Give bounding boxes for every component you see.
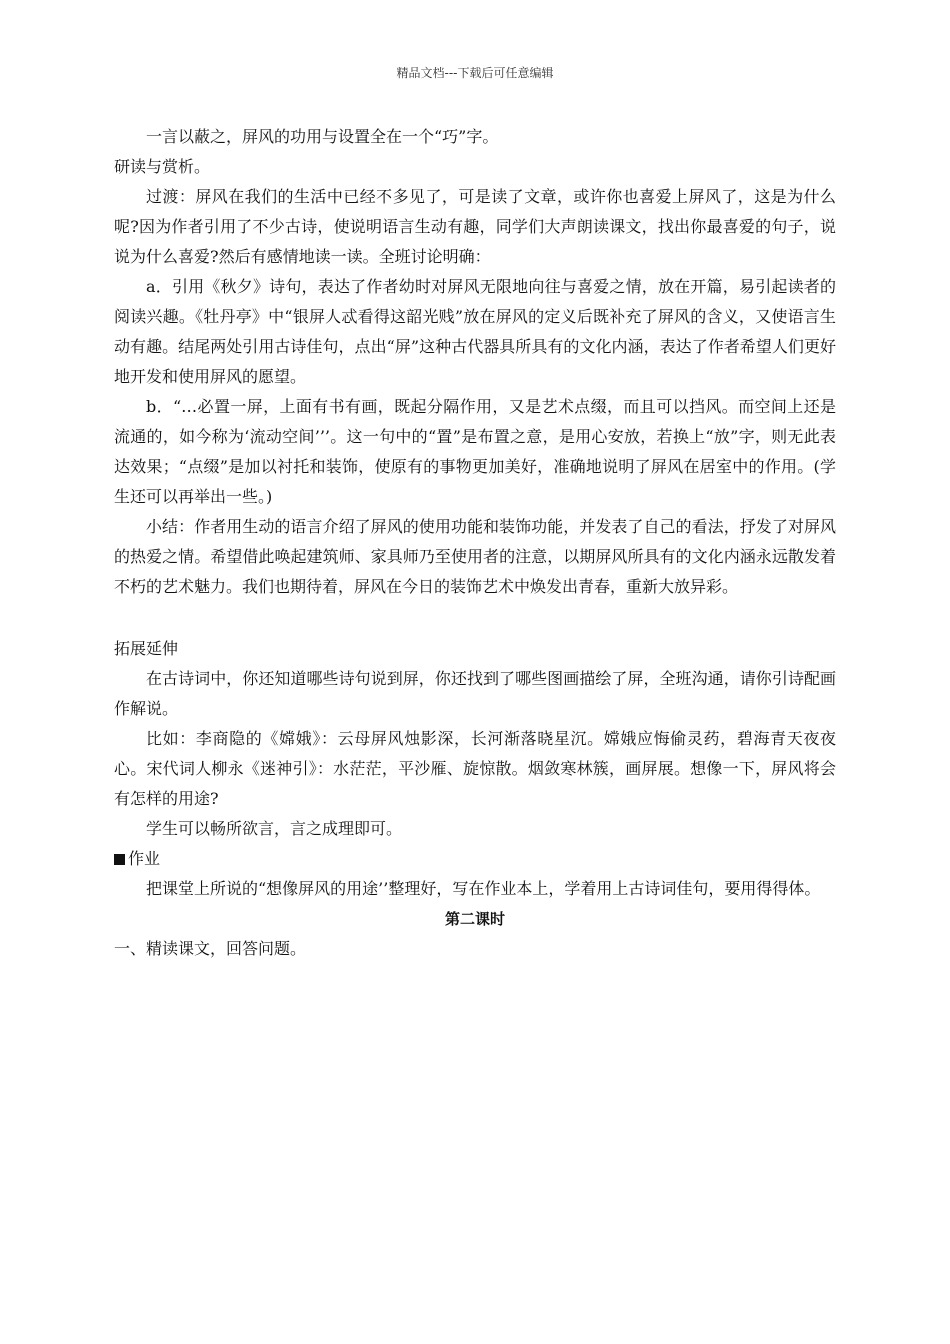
paragraph-conclusion: 小结：作者用生动的语言介绍了屏风的使用功能和装饰功能，并发表了自己的看法，抒发了对屏风的热爱之情。希望借此唤起建筑师、家具师乃至使用者的注意，以期屏风所具有的文化内涵永远散发着不朽的艺术魅力。我们也期待着，屏风在今日的装饰艺术中焕发出青春，重新大放异彩。 bbox=[114, 517, 836, 596]
paragraph-homework: 把课堂上所说的“想像屏风的用途’’整理好，写在作业本上，学着用上古诗词佳句，要用得得体。 bbox=[146, 879, 821, 898]
document-body bbox=[114, 122, 836, 964]
paragraph-example: 比如：李商隐的《嫦娥》：云母屏风烛影深，长河渐落晓星沉。嫦娥应悔偷灵药，碧海青天夜夜心。宋代词人柳永《迷神引》：水茫茫，平沙雁、旋惊散。烟敛寒林簇，画屏展。想像一下，屏风将会有怎样的用途? bbox=[114, 729, 836, 808]
section-heading-homework bbox=[114, 844, 836, 874]
lesson-two-title: 第二课时 bbox=[444, 910, 505, 928]
paragraph-question-one: 一、精读课文，回答问题。 bbox=[114, 939, 307, 958]
paragraph-transition: 过渡：屏风在我们的生活中已经不多见了，可是读了文章，或许你也喜爱上屏风了，这是为什么呢?因为作者引用了不少古诗，使说明语言生动有趣，同学们大声朗读课文，找出你最喜爱的句子，说说为什么喜爱?然后有感情地读一读。全班讨论明确： bbox=[114, 187, 836, 266]
spacer bbox=[114, 602, 836, 634]
square-bullet-icon bbox=[114, 854, 125, 865]
page-header: 精品文档---下载后可任意编辑 bbox=[396, 66, 554, 80]
paragraph-point-a: a．引用《秋夕》诗句，表达了作者幼时对屏风无限地向往与喜爱之情，放在开篇，易引起读者的阅读兴趣。《牡丹亭》中“银屏人忒看得这韶光贱”放在屏风的定义后既补充了屏风的含义，又使语言生动有趣。结尾两处引用古诗佳句，点出“屏”这种古代器具所具有的文化内涵，表达了作者希望人们更好地开发和使用屏风的愿望。 bbox=[114, 277, 836, 386]
section-heading-study: 研读与赏析。 bbox=[114, 157, 211, 176]
paragraph-student-note: 学生可以畅所欲言，言之成理即可。 bbox=[146, 819, 403, 838]
homework-label: 作业 bbox=[128, 849, 161, 868]
paragraph-summary: 一言以蔽之，屏风的功用与设置全在一个“巧”字。 bbox=[146, 127, 499, 146]
section-heading-extend: 拓展延伸 bbox=[114, 639, 179, 658]
paragraph-point-b: b．“…必置一屏，上面有书有画，既起分隔作用，又是艺术点缀，而且可以挡风。而空间上还是流通的，如今称为‘流动空间’’’。这一句中的“置”是布置之意，是用心安放，若换上“放”字，则无此表达效果；“点缀”是加以衬托和装饰，使原有的事物更加美好，准确地说明了屏风在居室中的作用。(学生还可以再举出一些。) bbox=[114, 397, 836, 506]
paragraph-extend-task: 在古诗词中，你还知道哪些诗句说到屏，你还找到了哪些图画描绘了屏，全班沟通，请你引诗配画作解说。 bbox=[114, 669, 836, 718]
